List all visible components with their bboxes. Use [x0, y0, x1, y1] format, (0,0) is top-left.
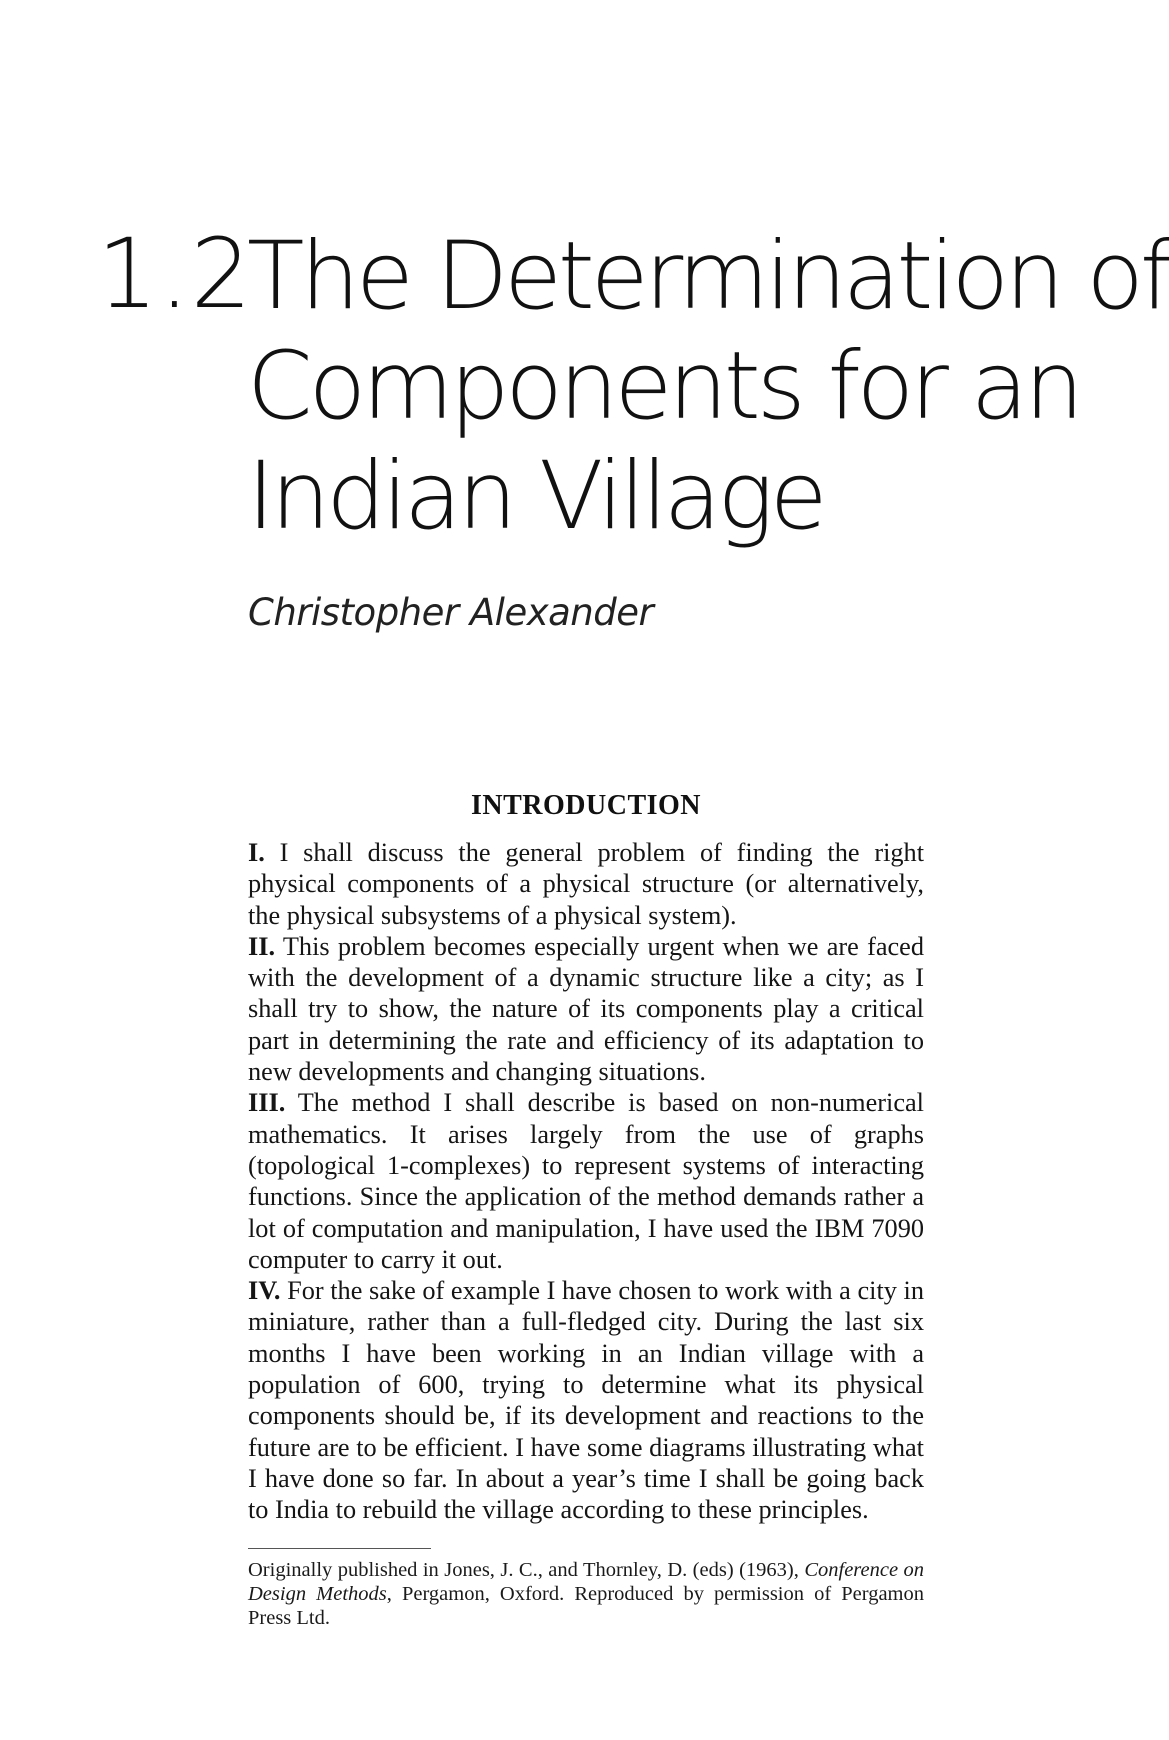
paragraph-numeral: II.: [248, 931, 276, 961]
section-heading: INTRODUCTION: [470, 790, 702, 821]
footnote: [248, 1558, 924, 1630]
paragraph-text: For the sake of example I have chosen to work with a city in miniature, rather than a full-fledged city. During the last six months I have been working in an Indian village with a population of 600, trying to determine what its physical components should be, if its development and reactions to the future are to be efficient. I have some diagrams illustrating what I have done so far. In about a year’s time I shall be going back to India to rebuild the village according to these principles.: [248, 1276, 925, 1525]
paragraph: [248, 837, 924, 931]
chapter-number: 1.2: [97, 218, 253, 330]
author-name: Christopher Alexander: [248, 591, 654, 634]
paragraph: [248, 1087, 924, 1275]
chapter-title: [247, 222, 1169, 556]
paragraph-numeral: I.: [248, 838, 265, 867]
footnote-suffix: , Pergamon, Oxford. Reproduced by permission of Pergamon Press Ltd.: [248, 1583, 924, 1629]
footnote-publication-title: Conference on Design Methods: [248, 1559, 925, 1605]
chapter-title-line: Components for an: [247, 332, 1080, 441]
footnote-divider: [248, 1548, 431, 1549]
paragraph-numeral: IV.: [248, 1276, 281, 1306]
footnote-prefix: Originally published in Jones, J. C., and Thornley, D. (eds) (1963),: [248, 1559, 799, 1581]
paragraph: [248, 931, 924, 1087]
paragraph-numeral: III.: [248, 1088, 286, 1118]
paragraph-text: I shall discuss the general problem of finding the right physical components of a physical structure (or alternatively, the physical subsystems of a physical system).: [248, 838, 925, 930]
paragraph-text: This problem becomes especially urgent when we are faced with the development of a dynamic structure like a city; as I shall try to show, the nature of its components play a critical part in determining the rate and efficiency of its adaptation to new developments and changing situations.: [248, 931, 924, 1087]
body-text: [248, 837, 924, 1526]
chapter-title-line: The Determination of: [247, 222, 1169, 331]
paragraph-text: The method I shall describe is based on non-numerical mathematics. It arises largely from the use of graphs (topological 1-complexes) to represent systems of interacting functions. Since the application of the method demands rather a lot of computation and manipulation, I have used the IBM 7090 computer to carry it out.: [248, 1088, 924, 1274]
chapter-title-line: Indian Village: [247, 442, 824, 551]
paragraph: [248, 1275, 924, 1525]
